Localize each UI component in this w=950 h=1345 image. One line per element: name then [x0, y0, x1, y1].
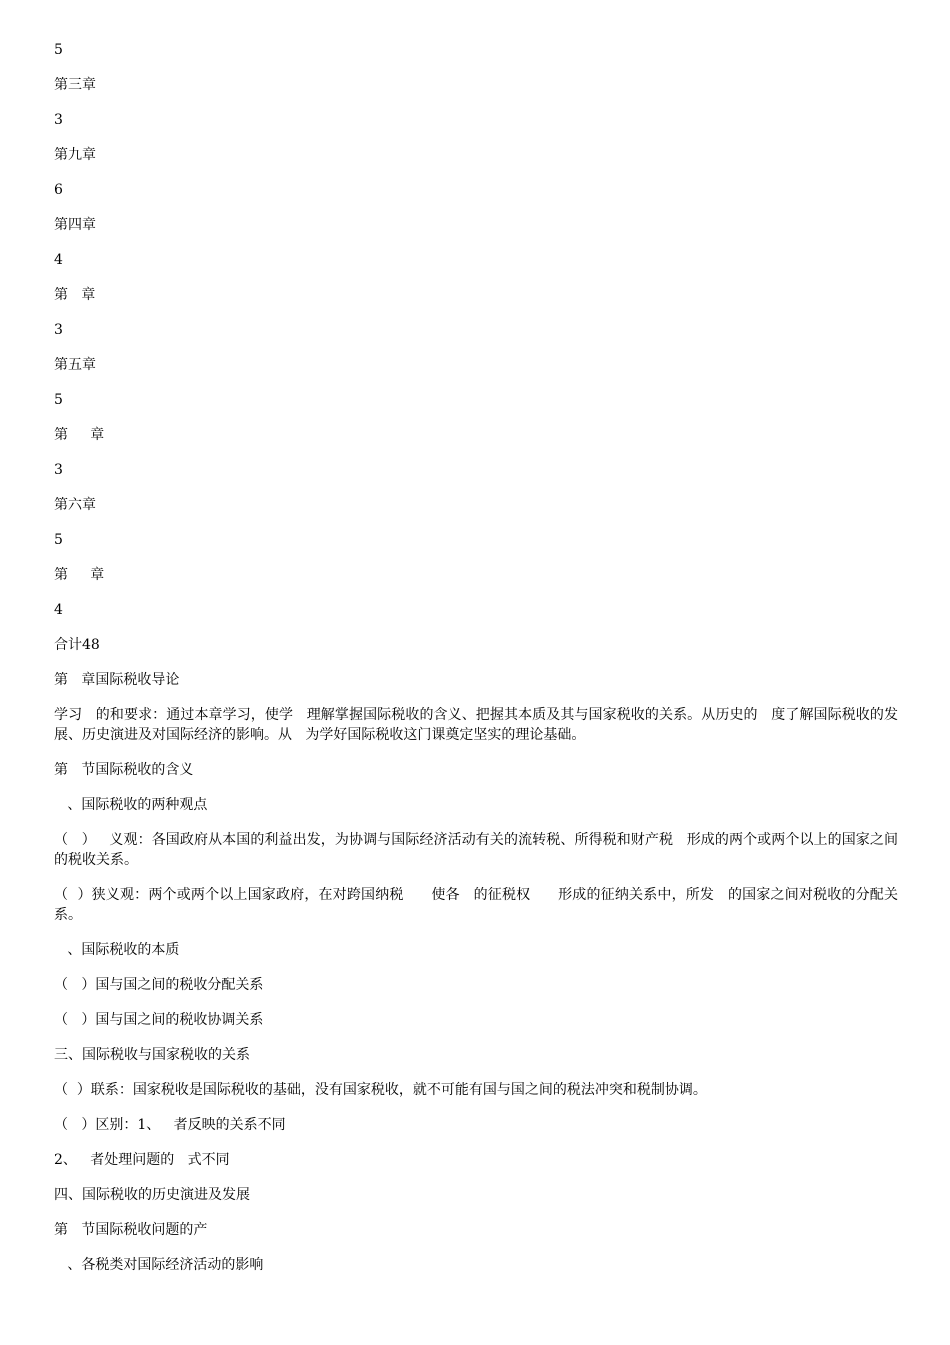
- chapter-label: 第九章: [54, 147, 96, 163]
- paragraph: （ ） 义观：各国政府从本国的利益出发，为协调与国际经济活动有关的流转税、所得税和财产税 形成的两个或两个以上的国家之间的税收关系。: [54, 832, 898, 868]
- chapter-label: 第六章: [54, 497, 96, 513]
- subsection-heading: 、各税类对国际经济活动的影响: [54, 1257, 264, 1273]
- total-line: 合计48: [54, 637, 100, 653]
- text-line: 3: [54, 462, 63, 478]
- subsection-heading: 、国际税收的两种观点: [54, 797, 208, 813]
- paragraph: （ ）狭义观：两个或两个以上国家政府，在对跨国纳税 使各 的征税权 形成的征纳关系中，所发 的国家之间对税收的分配关系。: [54, 887, 898, 923]
- text-line: 4: [54, 602, 63, 618]
- subsection-heading: 、国际税收的本质: [54, 942, 180, 958]
- text-line: 6: [54, 182, 63, 198]
- chapter-label: 第 章: [54, 427, 105, 443]
- list-item: 2、 者处理问题的 式不同: [54, 1152, 230, 1168]
- chapter-label: 第三章: [54, 77, 96, 93]
- section-heading: 第 节国际税收的含义: [54, 762, 194, 778]
- text-line: 4: [54, 252, 63, 268]
- document-page: [54, 40, 898, 1290]
- subsection-heading: 四、国际税收的历史演进及发展: [54, 1187, 250, 1203]
- chapter-label: 第四章: [54, 217, 96, 233]
- text-line: 3: [54, 112, 63, 128]
- list-item: （ ）区别：1、 者反映的关系不同: [54, 1117, 286, 1133]
- chapter-heading: 第 章国际税收导论: [54, 672, 180, 688]
- text-line: 3: [54, 322, 63, 338]
- chapter-label: 第 章: [54, 287, 96, 303]
- list-item: （ ）国与国之间的税收协调关系: [54, 1012, 264, 1028]
- text-line: 5: [54, 532, 63, 548]
- subsection-heading: 三、国际税收与国家税收的关系: [54, 1047, 250, 1063]
- section-heading: 第 节国际税收问题的产: [54, 1222, 208, 1238]
- chapter-label: 第 章: [54, 567, 105, 583]
- paragraph: 学习 的和要求：通过本章学习，使学 理解掌握国际税收的含义、把握其本质及其与国家税收的关系。从历史的 度了解国际税收的发展、历史演进及对国际经济的影响。从 为学好国际税收这门课奠定坚实的理论基础。: [54, 707, 898, 743]
- chapter-label: 第五章: [54, 357, 96, 373]
- text-line: 5: [54, 42, 63, 58]
- paragraph: （ ）联系：国家税收是国际税收的基础，没有国家税收，就不可能有国与国之间的税法冲突和税制协调。: [54, 1082, 707, 1098]
- text-line: 5: [54, 392, 63, 408]
- list-item: （ ）国与国之间的税收分配关系: [54, 977, 264, 993]
